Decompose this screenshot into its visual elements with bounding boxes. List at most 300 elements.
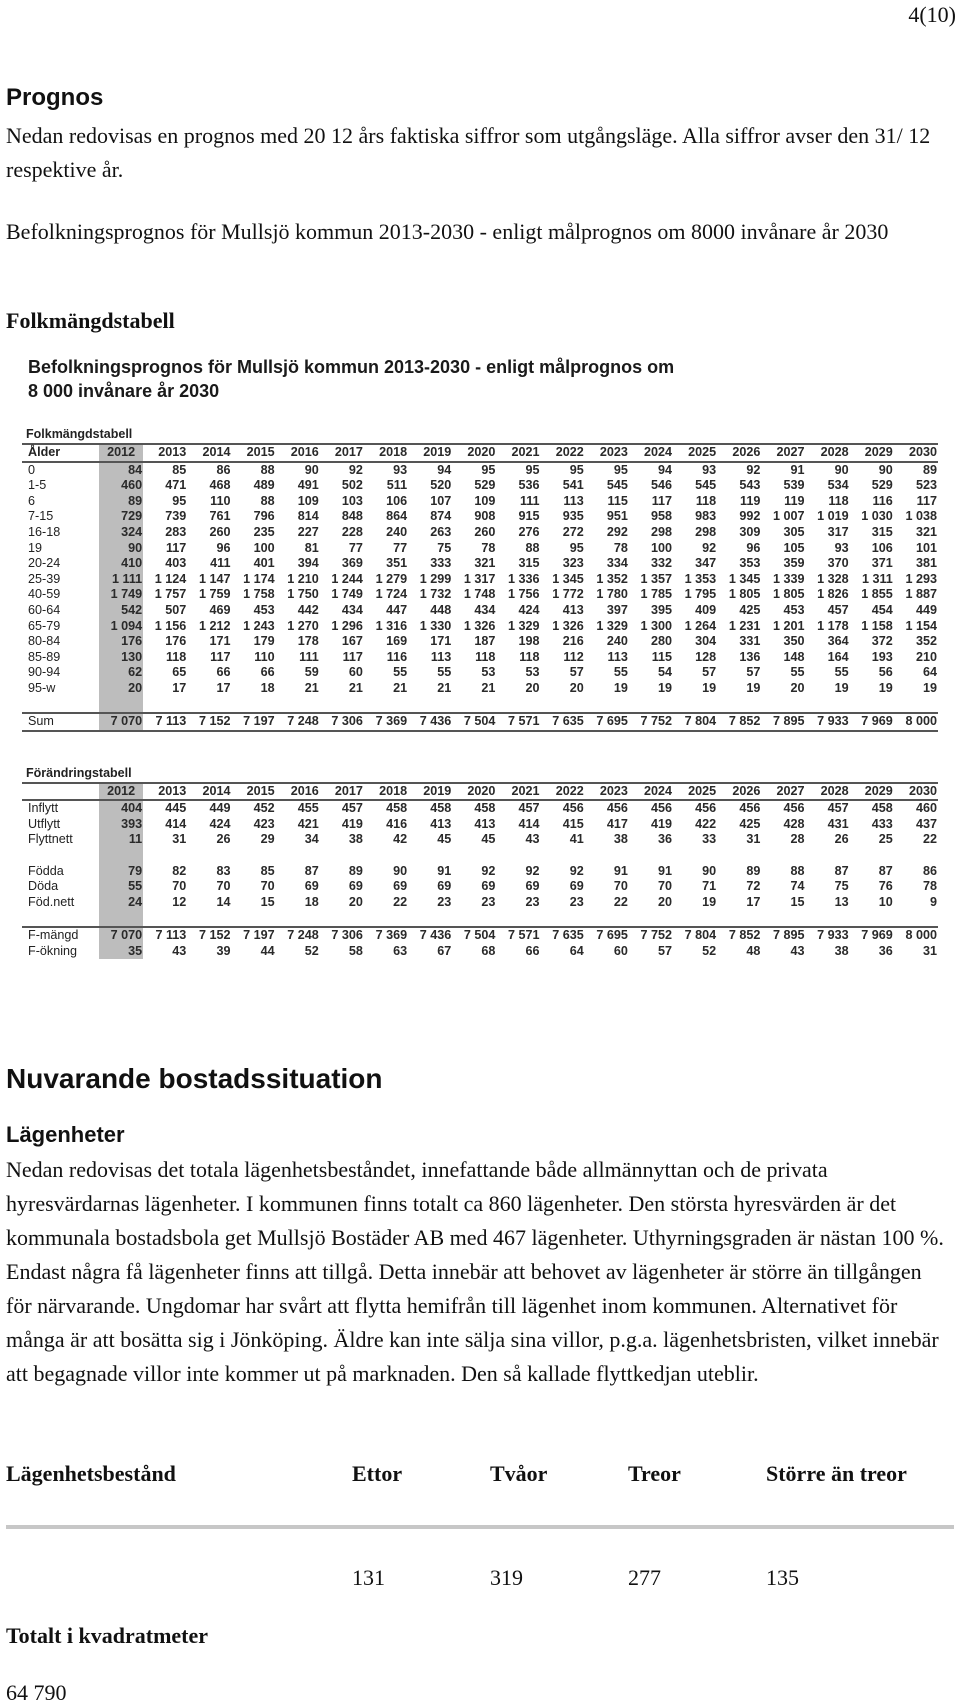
table-cell: 56 <box>878 665 893 680</box>
table-cell: 425 <box>739 602 761 617</box>
table-cell: 413 <box>562 602 584 617</box>
spacer-cell <box>187 848 231 864</box>
year-header: 2014 <box>187 783 231 801</box>
table-cell: 7 152 <box>187 927 231 944</box>
year-header: 2015 <box>231 783 275 801</box>
spacer-cell <box>408 697 452 714</box>
spacer-cell <box>585 910 629 927</box>
table-cell: 951 <box>606 509 628 524</box>
table-cell: 20 <box>658 894 673 909</box>
table-cell: 393 <box>99 817 143 833</box>
spacer-cell <box>496 697 540 714</box>
table-cell: 72 <box>746 879 761 894</box>
table-cell: 70 <box>216 879 231 894</box>
table-cell: 280 <box>651 634 673 649</box>
table-cell: 60 <box>613 943 628 958</box>
table-cell: 93 <box>393 462 408 477</box>
table-cell: 21 <box>481 680 496 695</box>
table-cell: 95 <box>525 462 540 477</box>
table-cell: 1 156 <box>154 618 187 633</box>
row-label: F-ökning <box>28 943 77 958</box>
total-label: Totalt i kvadratmeter <box>6 1623 209 1648</box>
subheading-lagenheter: Lägenheter <box>6 1122 125 1147</box>
table-cell: 523 <box>915 478 937 493</box>
spacer-cell <box>894 910 938 927</box>
table-cell: 117 <box>210 649 231 664</box>
table-cell: 20 <box>525 680 540 695</box>
table-cell: 89 <box>746 863 761 878</box>
table-cell: 1 147 <box>198 571 231 586</box>
table-cell: 545 <box>606 478 628 493</box>
row-label: 60-64 <box>28 602 61 617</box>
table-cell: 381 <box>915 556 937 571</box>
table-cell: 95 <box>569 540 584 555</box>
table-cell: 1 758 <box>243 587 275 602</box>
table-cell: 359 <box>783 556 805 571</box>
table-cell: 421 <box>297 816 319 831</box>
table-cell: 111 <box>299 649 319 664</box>
table-cell: 69 <box>569 879 584 894</box>
year-header: 2030 <box>894 783 938 801</box>
table-row <box>22 509 938 525</box>
bestand-header-tvaor: Tvåor <box>490 1461 548 1486</box>
table-cell: 1 094 <box>99 619 143 635</box>
table-cell: 119 <box>740 493 761 508</box>
table-cell: 1 158 <box>861 618 893 633</box>
table-cell: 87 <box>878 863 893 878</box>
table-cell: 26 <box>834 832 849 847</box>
row-label: Födda <box>28 863 64 878</box>
table-cell: 460 <box>99 478 143 494</box>
table-cell: 94 <box>658 462 673 477</box>
spacer-cell <box>541 848 585 864</box>
spacer-cell <box>850 848 894 864</box>
table-cell: 1 748 <box>463 587 496 602</box>
table-cell: 85 <box>260 863 275 878</box>
year-header: 2020 <box>452 444 496 462</box>
table-cell: 70 <box>658 879 673 894</box>
table-cell: 7 804 <box>673 713 717 731</box>
table-cell: 78 <box>922 879 937 894</box>
table-cell: 456 <box>606 801 628 816</box>
table-cell: 92 <box>746 462 761 477</box>
table-cell: 7 752 <box>629 713 673 731</box>
spacer-cell <box>143 697 187 714</box>
table-cell: 1 339 <box>772 571 805 586</box>
table-cell: 69 <box>481 879 496 894</box>
table-cell: 1 201 <box>772 618 805 633</box>
table-cell: 43 <box>525 832 540 847</box>
spacer-cell <box>673 697 717 714</box>
spacer-cell <box>231 910 275 927</box>
spacer-cell <box>585 848 629 864</box>
table-row <box>22 864 938 880</box>
row-label: 65-79 <box>28 618 61 633</box>
year-header: 2027 <box>761 444 805 462</box>
table-cell: 7 113 <box>143 713 187 731</box>
table-row <box>22 832 938 848</box>
row-label: Döda <box>28 879 59 894</box>
table-cell: 113 <box>563 493 584 508</box>
table-cell: 74 <box>790 879 805 894</box>
table-row <box>22 927 938 944</box>
spacer-cell <box>452 697 496 714</box>
spacer-cell <box>143 848 187 864</box>
table-cell: 424 <box>209 816 231 831</box>
table-cell: 55 <box>437 665 452 680</box>
spacer-cell <box>806 848 850 864</box>
total-value: 64 790 <box>6 1680 67 1705</box>
table-cell: 117 <box>651 493 673 508</box>
table-cell: 91 <box>613 863 628 878</box>
row-label: Flyttnett <box>28 832 73 847</box>
table-row <box>22 494 938 510</box>
table-cell: 109 <box>474 493 496 508</box>
table-row <box>22 634 938 650</box>
table-cell: 331 <box>739 634 761 649</box>
table-cell: 77 <box>393 540 408 555</box>
bestand-value-storre: 135 <box>766 1565 799 1590</box>
year-header: 2027 <box>761 783 805 801</box>
table-cell: 70 <box>172 879 187 894</box>
table-cell: 23 <box>525 894 540 909</box>
row-label: Sum <box>22 713 99 731</box>
table-cell: 1 279 <box>375 571 408 586</box>
table-cell: 130 <box>99 650 143 666</box>
table-cell: 90 <box>393 863 408 878</box>
table-cell: 57 <box>569 665 584 680</box>
table-cell: 1 300 <box>640 618 673 633</box>
table-row <box>22 879 938 895</box>
table-cell: 364 <box>827 634 849 649</box>
table-cell: 8 000 <box>894 713 938 731</box>
table-cell: 55 <box>834 665 849 680</box>
prognos-intro: Nedan redovisas en prognos med 20 12 års faktiska siffror som utgångsläge. Alla siffror avser den 31/ 12 respektive år. <box>6 123 931 182</box>
table-cell: 351 <box>386 556 408 571</box>
table-cell: 7 969 <box>850 713 894 731</box>
table-cell: 454 <box>871 602 893 617</box>
table-cell: 1 357 <box>640 571 673 586</box>
table-cell: 8 000 <box>894 927 938 944</box>
table-cell: 1 174 <box>243 571 275 586</box>
table-row <box>22 895 938 911</box>
table-cell: 7 895 <box>761 927 805 944</box>
table-row <box>22 681 938 697</box>
table-cell: 31 <box>922 943 937 958</box>
table-cell: 7 306 <box>320 927 364 944</box>
table-cell: 89 <box>922 462 937 477</box>
table-cell: 417 <box>606 816 628 831</box>
table-cell: 7 306 <box>320 713 364 731</box>
table-cell: 411 <box>210 556 231 571</box>
table-cell: 100 <box>651 540 673 555</box>
table-cell: 457 <box>518 801 540 816</box>
table-cell: 1 756 <box>508 587 540 602</box>
year-header: 2013 <box>143 444 187 462</box>
table-cell: 317 <box>827 524 849 539</box>
year-header: 2020 <box>452 783 496 801</box>
table-row <box>22 572 938 588</box>
table-cell: 7 113 <box>143 927 187 944</box>
spacer-cell <box>276 910 320 927</box>
table-cell: 1 270 <box>287 618 319 633</box>
table-cell: 23 <box>437 894 452 909</box>
table-cell: 413 <box>474 816 496 831</box>
table-cell: 107 <box>430 493 452 508</box>
table-cell: 70 <box>260 879 275 894</box>
spacer-cell <box>143 910 187 927</box>
table-cell: 86 <box>922 863 937 878</box>
spacer-cell <box>761 697 805 714</box>
table-cell: 323 <box>562 556 584 571</box>
table-cell: 416 <box>386 816 408 831</box>
table-cell: 171 <box>430 634 452 649</box>
table-cell: 848 <box>341 509 363 524</box>
table-cell: 304 <box>695 634 717 649</box>
table-cell: 103 <box>341 493 363 508</box>
table-cell: 414 <box>518 816 540 831</box>
section-heading-prognos: Prognos <box>6 84 104 111</box>
table-cell: 59 <box>304 665 319 680</box>
corner-cell <box>22 783 99 801</box>
table-cell: 455 <box>297 801 319 816</box>
table-cell: 541 <box>562 478 584 493</box>
table-cell: 193 <box>871 649 893 664</box>
table-cell: 7 635 <box>541 927 585 944</box>
bestand-value-ettor: 131 <box>352 1565 385 1590</box>
year-header: 2026 <box>717 444 761 462</box>
table-cell: 84 <box>99 462 143 479</box>
table-cell: 71 <box>702 879 717 894</box>
table-cell: 520 <box>430 478 452 493</box>
table-cell: 453 <box>783 602 805 617</box>
table-cell: 434 <box>474 602 496 617</box>
spacer-cell <box>320 848 364 864</box>
spacer-row <box>22 910 938 927</box>
table-cell: 25 <box>878 832 893 847</box>
table-cell: 18 <box>304 894 319 909</box>
table-cell: 908 <box>474 509 496 524</box>
table-row <box>22 665 938 681</box>
table-cell: 38 <box>834 943 849 958</box>
table-cell: 113 <box>607 649 628 664</box>
table-cell: 87 <box>304 863 319 878</box>
table-cell: 21 <box>348 680 363 695</box>
table-cell: 44 <box>260 943 275 958</box>
table-cell: 1 785 <box>640 587 673 602</box>
table-cell: 915 <box>518 509 540 524</box>
table-cell: 1 749 <box>99 587 143 603</box>
spacer-cell <box>806 697 850 714</box>
table-cell: 90 <box>99 541 143 557</box>
year-header: 2029 <box>850 783 894 801</box>
table-cell: 7 504 <box>452 713 496 731</box>
table-cell: 94 <box>437 462 452 477</box>
table-cell: 164 <box>827 649 849 664</box>
table-cell: 88 <box>260 493 275 508</box>
spacer-cell <box>629 697 673 714</box>
table-cell: 1 757 <box>154 587 187 602</box>
table-cell: 874 <box>430 509 452 524</box>
table-cell: 10 <box>878 894 893 909</box>
table-cell: 1 154 <box>905 618 937 633</box>
table-cell: 529 <box>871 478 893 493</box>
table-cell: 76 <box>878 879 893 894</box>
table-cell: 55 <box>99 879 143 895</box>
table-cell: 458 <box>474 801 496 816</box>
spacer-cell <box>717 848 761 864</box>
row-label: 90-94 <box>28 665 61 680</box>
spacer-cell <box>541 910 585 927</box>
table-row <box>22 587 938 603</box>
table-cell: 423 <box>253 816 275 831</box>
table-cell: 272 <box>562 524 584 539</box>
table-cell: 38 <box>613 832 628 847</box>
table-cell: 425 <box>739 816 761 831</box>
spacer-cell <box>22 697 99 714</box>
spacer-cell <box>496 910 540 927</box>
spacer-cell <box>276 697 320 714</box>
row-label: 6 <box>28 493 36 508</box>
table-cell: 1 855 <box>861 587 893 602</box>
table-cell: 1 299 <box>419 571 452 586</box>
table-cell: 456 <box>651 801 673 816</box>
table-cell: 1 030 <box>861 509 893 524</box>
spacer-cell <box>761 848 805 864</box>
table-cell: 28 <box>790 832 805 847</box>
table-cell: 78 <box>481 540 496 555</box>
spacer-row <box>22 697 938 714</box>
spacer-cell <box>806 910 850 927</box>
corner-cell: Ålder <box>22 444 99 462</box>
row-label: Föd.nett <box>28 894 75 909</box>
table-cell: 1 750 <box>287 587 319 602</box>
table-cell: 187 <box>474 634 496 649</box>
table-cell: 26 <box>216 832 231 847</box>
table-cell: 404 <box>99 800 143 817</box>
table-row <box>22 603 938 619</box>
table-header-row <box>22 444 938 462</box>
year-header: 2021 <box>496 783 540 801</box>
spacer-cell <box>452 848 496 864</box>
table-cell: 1 345 <box>728 571 761 586</box>
year-header: 2030 <box>894 444 938 462</box>
table-cell: 422 <box>695 816 717 831</box>
table-cell: 511 <box>386 478 408 493</box>
row-label: 95-w <box>28 680 56 695</box>
bestand-value-tvaor: 319 <box>490 1565 523 1590</box>
table-cell: 227 <box>297 524 319 539</box>
table-cell: 395 <box>651 602 673 617</box>
year-header: 2018 <box>364 444 408 462</box>
bostad-body: Nedan redovisas det totala lägenhetsbeståndet, innefattande både allmännyttan och de privata hyresvärdarnas lägenheter. I kommunen finns totalt ca 860 lägenheter. Den största hyresvärden är det kommunala bostadsbola get Mullsjö Bostäder AB med 467 lägenheter. Uthyrningsgraden är nästan 100 %. Endast några få lägenheter finns att tillgå. Detta innebär att behovet av lägenheter är större än tillgången för närvarande. Ungdomar har svårt att flytta hemifrån till lägenhet inom kommunen. Alternativet för många är att bosätta sig i Jönköping. Äldre kan inte sälja sina villor, p.g.a. lägenhetsbristen, vilket innebär att begagnade villor inte kommer ut på marknaden. Den så kallade flyttkedjan uteblir. <box>6 1157 944 1386</box>
table-cell: 305 <box>783 524 805 539</box>
spacer-cell <box>187 910 231 927</box>
table-cell: 1 296 <box>331 618 363 633</box>
table-cell: 7 436 <box>408 713 452 731</box>
table-cell: 334 <box>606 556 628 571</box>
bestand-value-treor: 277 <box>628 1565 661 1590</box>
table-cell: 449 <box>209 801 231 816</box>
table-cell: 7 933 <box>806 713 850 731</box>
table-cell: 433 <box>871 816 893 831</box>
table-cell: 7 070 <box>99 713 143 731</box>
table-cell: 7 695 <box>585 927 629 944</box>
table-cell: 60 <box>348 665 363 680</box>
table-row <box>22 619 938 635</box>
table-cell: 69 <box>304 879 319 894</box>
table-cell: 54 <box>658 665 673 680</box>
table-cell: 352 <box>915 634 937 649</box>
table-cell: 95 <box>613 462 628 477</box>
table-cell: 55 <box>790 665 805 680</box>
table-cell: 958 <box>651 509 673 524</box>
table-cell: 136 <box>739 649 761 664</box>
table-cell: 7 695 <box>585 713 629 731</box>
table-cell: 534 <box>827 478 849 493</box>
table-cell: 935 <box>562 509 584 524</box>
table-cell: 96 <box>216 540 231 555</box>
table-cell: 88 <box>525 540 540 555</box>
table-cell: 507 <box>165 602 187 617</box>
spacer-cell <box>408 910 452 927</box>
table-cell: 1 326 <box>552 618 584 633</box>
table-cell: 7 369 <box>364 713 408 731</box>
table-cell: 118 <box>695 493 717 508</box>
table-cell: 31 <box>746 832 761 847</box>
table-cell: 1 316 <box>375 618 408 633</box>
table-cell: 57 <box>746 665 761 680</box>
table-cell: 394 <box>297 556 319 571</box>
year-header: 2012 <box>99 783 143 801</box>
spacer-cell <box>541 697 585 714</box>
table-cell: 983 <box>695 509 717 524</box>
table-cell: 1 244 <box>331 571 363 586</box>
spacer-cell <box>364 848 408 864</box>
table-cell: 1 887 <box>905 587 937 602</box>
table-cell: 45 <box>481 832 496 847</box>
table-cell: 1 328 <box>817 571 849 586</box>
table-row <box>22 462 938 479</box>
row-label: Utflytt <box>28 816 61 831</box>
table-cell: 20 <box>790 680 805 695</box>
table-cell: 447 <box>386 602 408 617</box>
table-cell: 235 <box>253 524 275 539</box>
table-cell: 86 <box>216 462 231 477</box>
table-image-title-2: 8 000 invånare år 2030 <box>28 381 220 401</box>
table-cell: 66 <box>216 665 231 680</box>
table-cell: 85 <box>172 462 187 477</box>
table-cell: 35 <box>99 944 143 960</box>
table-cell: 117 <box>165 540 187 555</box>
table-cell: 21 <box>304 680 319 695</box>
table-cell: 48 <box>746 943 761 958</box>
table-cell: 415 <box>562 816 584 831</box>
table-row <box>22 478 938 494</box>
table-cell: 89 <box>348 863 363 878</box>
table-cell: 64 <box>922 665 937 680</box>
table-cell: 81 <box>304 540 319 555</box>
table-cell: 33 <box>702 832 717 847</box>
table-cell: 448 <box>430 602 452 617</box>
table-cell: 7 248 <box>276 927 320 944</box>
table-cell: 119 <box>784 493 805 508</box>
table-cell: 410 <box>99 556 143 572</box>
table-cell: 350 <box>783 634 805 649</box>
table-cell: 456 <box>739 801 761 816</box>
table-cell: 456 <box>783 801 805 816</box>
year-header: 2019 <box>408 783 452 801</box>
